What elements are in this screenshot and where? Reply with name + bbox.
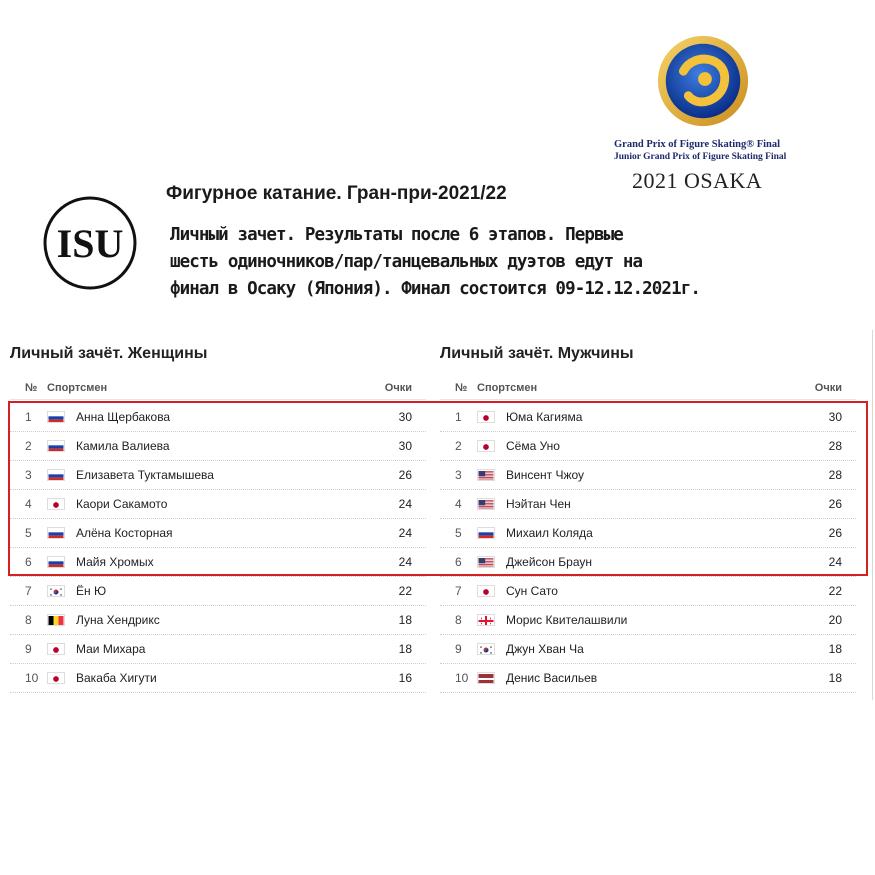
final-logo-line-1: Grand Prix of Figure Skating® Final — [614, 139, 781, 150]
rank-number: 8 — [25, 613, 32, 627]
rank-number: 4 — [25, 497, 32, 511]
rank-number: 1 — [455, 410, 462, 424]
table-row[interactable] — [440, 635, 856, 664]
final-logo-year-city: 2021 OSAKA — [632, 168, 763, 193]
men-table-title: Личный зачёт. Мужчины — [440, 345, 634, 362]
country-flag-lat-icon — [477, 672, 495, 684]
country-flag-jpn-icon — [477, 585, 495, 597]
isu-logo-text: ISU — [56, 221, 124, 266]
col-num: № — [455, 382, 468, 394]
athlete-points: 26 — [828, 526, 842, 540]
rank-number: 5 — [25, 526, 32, 540]
athlete-name: Анна Щербакова — [76, 410, 171, 424]
rank-number: 6 — [455, 555, 462, 569]
col-athlete: Спортсмен — [47, 382, 108, 394]
athlete-points: 22 — [398, 584, 412, 598]
athlete-name: Каори Сакамото — [76, 497, 168, 511]
grand-prix-final-logo — [610, 30, 790, 195]
athlete-name: Камила Валиева — [76, 439, 170, 453]
athlete-name: Майя Хромых — [76, 555, 154, 569]
athlete-points: 18 — [828, 642, 842, 656]
country-flag-jpn-icon — [47, 643, 65, 655]
athlete-points: 30 — [398, 410, 412, 424]
country-flag-geo-icon — [477, 614, 495, 626]
rank-number: 9 — [455, 642, 462, 656]
athlete-name: Луна Хендрикс — [76, 613, 160, 627]
athlete-name: Денис Васильев — [506, 671, 598, 685]
table-row[interactable] — [10, 635, 426, 664]
col-points: Очки — [814, 382, 842, 394]
athlete-points: 30 — [398, 439, 412, 453]
athlete-name: Морис Квителашвили — [506, 613, 628, 627]
rank-number: 10 — [455, 671, 469, 685]
col-athlete: Спортсмен — [477, 382, 538, 394]
athlete-name: Елизавета Туктамышева — [76, 468, 214, 482]
country-flag-jpn-icon — [47, 672, 65, 684]
subtitle-line: финал в Осаку (Япония). Финал состоится 09-12.12.2021г. — [170, 279, 700, 299]
athlete-name: Сёма Уно — [506, 439, 560, 453]
athlete-name: Маи Михара — [76, 642, 146, 656]
rank-number: 9 — [25, 642, 32, 656]
athlete-points: 18 — [828, 671, 842, 685]
athlete-points: 28 — [828, 468, 842, 482]
rank-number: 4 — [455, 497, 462, 511]
col-points: Очки — [384, 382, 412, 394]
athlete-points: 30 — [828, 410, 842, 424]
col-num: № — [25, 382, 38, 394]
athlete-name: Алёна Косторная — [76, 526, 173, 540]
athlete-name: Михаил Коляда — [506, 526, 593, 540]
athlete-name: Ён Ю — [76, 584, 107, 598]
athlete-name: Винсент Чжоу — [506, 468, 585, 482]
table-header — [10, 377, 426, 400]
athlete-name: Джейсон Браун — [506, 555, 593, 569]
divider — [872, 330, 873, 700]
athlete-points: 24 — [398, 497, 412, 511]
rank-number: 6 — [25, 555, 32, 569]
subtitle-line: шесть одиночников/пар/танцевальных дуэтов едут на — [170, 252, 643, 272]
athlete-name: Вакаба Хигути — [76, 671, 157, 685]
athlete-points: 20 — [828, 613, 842, 627]
table-row[interactable] — [440, 664, 856, 693]
isu-logo — [42, 195, 138, 291]
table-row[interactable] — [440, 577, 856, 606]
rank-number: 2 — [455, 439, 462, 453]
subtitle-line: Личный зачет. Результаты после 6 этапов. Первые — [170, 225, 623, 245]
page-subtitle — [170, 222, 820, 303]
athlete-points: 26 — [398, 468, 412, 482]
athlete-points: 24 — [828, 555, 842, 569]
athlete-name: Джун Хван Ча — [506, 642, 584, 656]
athlete-points: 18 — [398, 613, 412, 627]
page-title: Фигурное катание. Гран-при-2021/22 — [166, 183, 507, 204]
rank-number: 7 — [25, 584, 32, 598]
country-flag-kor-icon — [47, 585, 65, 597]
final-emblem-icon — [654, 32, 752, 130]
table-row[interactable] — [440, 606, 856, 635]
rank-number: 8 — [455, 613, 462, 627]
rank-number: 3 — [25, 468, 32, 482]
athlete-points: 26 — [828, 497, 842, 511]
athlete-name: Сун Сато — [506, 584, 558, 598]
athlete-name: Нэйтан Чен — [506, 497, 571, 511]
athlete-points: 24 — [398, 555, 412, 569]
final-logo-line-2: Junior Grand Prix of Figure Skating Final — [614, 152, 787, 162]
athlete-points: 18 — [398, 642, 412, 656]
table-row[interactable] — [10, 664, 426, 693]
athlete-points: 24 — [398, 526, 412, 540]
rank-number: 1 — [25, 410, 32, 424]
country-flag-kor-icon — [477, 643, 495, 655]
women-table-title: Личный зачёт. Женщины — [10, 345, 208, 362]
athlete-points: 22 — [828, 584, 842, 598]
country-flag-bel-icon — [47, 614, 65, 626]
rank-number: 5 — [455, 526, 462, 540]
athlete-points: 28 — [828, 439, 842, 453]
rank-number: 7 — [455, 584, 462, 598]
rank-number: 3 — [455, 468, 462, 482]
athlete-name: Юма Кагияма — [506, 410, 583, 424]
table-row[interactable] — [10, 606, 426, 635]
table-row[interactable] — [10, 577, 426, 606]
top-six-highlight-box — [8, 401, 868, 576]
table-header — [440, 377, 856, 400]
rank-number: 2 — [25, 439, 32, 453]
athlete-points: 16 — [398, 671, 412, 685]
rank-number: 10 — [25, 671, 39, 685]
